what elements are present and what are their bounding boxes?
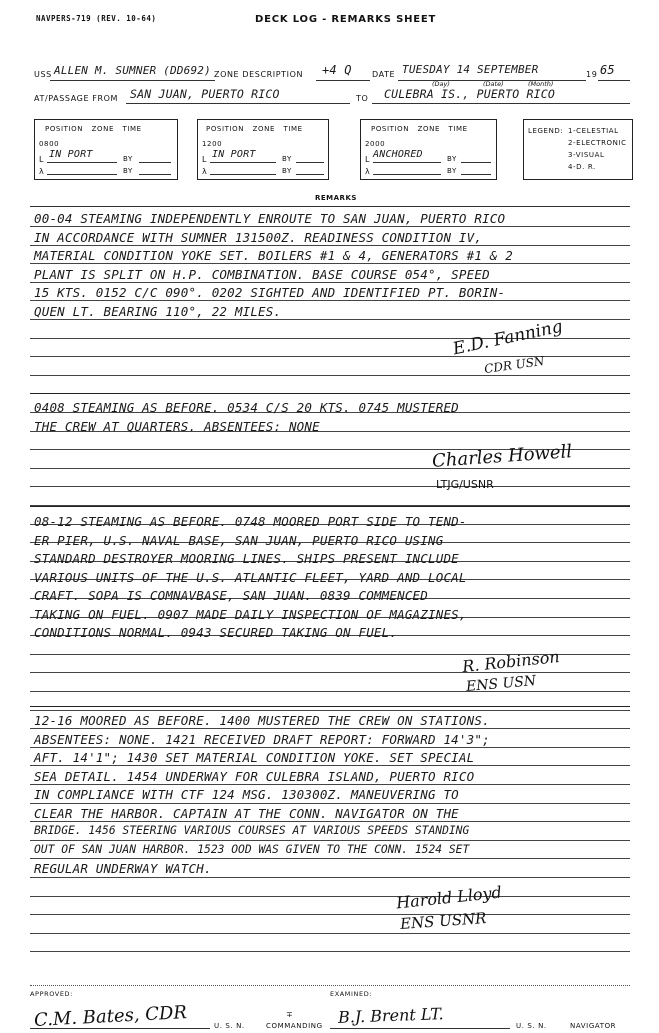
latitude-value: IN PORT <box>49 149 93 160</box>
navigator-label: NAVIGATOR <box>570 1022 617 1030</box>
longitude-prefix: λ <box>39 167 45 176</box>
by-label: BY <box>123 167 133 175</box>
remark-line: BRIDGE. 1456 STEERING VARIOUS COURSES AT VARIOUS SPEEDS STANDING <box>34 824 470 837</box>
ruled-line <box>30 933 630 934</box>
latitude-prefix: L <box>202 155 208 164</box>
examined-signature: B.J. Brent LT. <box>337 1004 444 1027</box>
ruled-line <box>30 914 630 915</box>
remark-line: IN COMPLIANCE WITH CTF 124 MSG. 130300Z. MANEUVERING TO <box>34 787 459 802</box>
commanding-label: COMMANDING <box>266 1022 323 1030</box>
date-caption: (Date) <box>483 80 504 88</box>
position-box-0800 <box>34 119 178 180</box>
by-label: BY <box>282 155 292 163</box>
date-label: DATE <box>372 70 396 79</box>
by-label: BY <box>123 155 133 163</box>
by-label: BY <box>447 167 457 175</box>
remark-line: IN ACCORDANCE WITH SUMNER 131500Z. READINESS CONDITION IV, <box>34 230 483 245</box>
legend-item: 2-ELECTRONIC <box>568 139 627 147</box>
remark-line: STANDARD DESTROYER MOORING LINES. SHIPS PRESENT INCLUDE <box>34 551 459 566</box>
remark-line: ER PIER, U.S. NAVAL BASE, SAN JUAN, PUERTO RICO USING <box>34 533 444 548</box>
ruled-line <box>30 710 630 711</box>
remark-line: AFT. 14'1"; 1430 SET MATERIAL CONDITION YOKE. SET SPECIAL <box>34 750 475 765</box>
to-label: TO <box>356 94 369 103</box>
ruled-line <box>30 728 630 729</box>
remark-line: CRAFT. SOPA IS COMNAVBASE, SAN JUAN. 0839 COMMENCED <box>34 588 429 603</box>
officer-title: CDR USN <box>483 353 546 377</box>
remark-line: SEA DETAIL. 1454 UNDERWAY FOR CULEBRA ISLAND, PUERTO RICO <box>34 769 475 784</box>
ship-prefix-label: USS <box>34 70 52 79</box>
passage-label: AT/PASSAGE FROM <box>34 94 119 103</box>
ruled-line <box>30 840 630 841</box>
officer-title: ENS USNR <box>399 909 487 933</box>
position-header: POSITION ZONE TIME <box>45 125 142 133</box>
ruled-line <box>30 821 630 822</box>
watch-separator <box>30 506 630 507</box>
ruled-line <box>30 784 630 785</box>
ruled-line <box>30 226 630 227</box>
remark-line: ABSENTEES: NONE. 1421 RECEIVED DRAFT REPORT: FORWARD 14'3"; <box>34 732 490 747</box>
latitude-prefix: L <box>365 155 371 164</box>
longitude-prefix: λ <box>365 167 371 176</box>
page-title: DECK LOG - REMARKS SHEET <box>255 14 437 25</box>
watch-separator <box>30 393 630 394</box>
remark-line: CONDITIONS NORMAL. 0943 SECURED TAKING ON FUEL. <box>34 625 398 640</box>
usn-label-left: U. S. N. <box>214 1022 245 1030</box>
position-time: 0800 <box>39 140 60 148</box>
ruled-line <box>30 691 630 692</box>
remark-line: QUEN LT. BEARING 110°, 22 MILES. <box>34 304 282 319</box>
ruled-line <box>30 263 630 264</box>
ruled-line <box>30 747 630 748</box>
legend-item: 1-CELESTIAL <box>568 127 619 135</box>
longitude-prefix: λ <box>202 167 208 176</box>
passage-to: CULEBRA IS., PUERTO RICO <box>384 87 555 101</box>
form-number: NAVPERS-719 (REV. 10-64) <box>36 14 157 23</box>
ship-name: ALLEN M. SUMNER (DD692) <box>54 64 211 77</box>
legend-box <box>523 119 633 180</box>
date-value: TUESDAY 14 SEPTEMBER <box>402 63 539 76</box>
remarks-top-rule <box>30 206 630 207</box>
remark-line: VARIOUS UNITS OF THE U.S. ATLANTIC FLEET, YARD AND LOCAL <box>34 570 467 585</box>
examined-label: EXAMINED: <box>330 990 373 998</box>
legend-item: 3-VISUAL <box>568 151 605 159</box>
position-header: POSITION ZONE TIME <box>206 125 303 133</box>
remark-line: 0408 STEAMING AS BEFORE. 0534 C/S 20 KTS. 0745 MUSTERED <box>34 400 459 415</box>
remark-line: 00-04 STEAMING INDEPENDENTLY ENROUTE TO SAN JUAN, PUERTO RICO <box>34 211 506 226</box>
position-header: POSITION ZONE TIME <box>371 125 468 133</box>
remarks-label: REMARKS <box>315 194 357 202</box>
approved-label: APPROVED: <box>30 990 73 998</box>
remark-line: CLEAR THE HARBOR. CAPTAIN AT THE CONN. NAVIGATOR ON THE <box>34 806 459 821</box>
remark-line: 15 KTS. 0152 C/C 090°. 0202 SIGHTED AND IDENTIFIED PT. BORIN- <box>34 285 506 300</box>
remark-line: 12-16 MOORED AS BEFORE. 1400 MUSTERED THE CREW ON STATIONS. <box>34 713 490 728</box>
ruled-line <box>30 375 630 376</box>
remark-line: OUT OF SAN JUAN HARBOR. 1523 OOD WAS GIVEN TO THE CONN. 1524 SET <box>34 843 470 856</box>
usn-label-right: U. S. N. <box>516 1022 547 1030</box>
position-box-2000 <box>360 119 497 180</box>
officer-signature: Charles Howell <box>431 441 573 472</box>
remark-line: PLANT IS SPLIT ON H.P. COMBINATION. BASE COURSE 054°, SPEED <box>34 267 490 282</box>
position-time: 2000 <box>365 140 386 148</box>
position-time: 1200 <box>202 140 223 148</box>
position-box-1200 <box>197 119 329 180</box>
watch-separator <box>30 706 630 707</box>
ruled-line <box>30 282 630 283</box>
ruled-line <box>30 803 630 804</box>
ruled-line <box>30 245 630 246</box>
ruled-line <box>30 858 630 859</box>
day-caption: (Day) <box>432 80 450 88</box>
ruled-line <box>30 896 630 897</box>
latitude-value: ANCHORED <box>373 149 423 160</box>
ruled-line <box>30 765 630 766</box>
ruled-line <box>30 300 630 301</box>
commanding-marker: ∓ <box>286 1010 293 1019</box>
remark-line: REGULAR UNDERWAY WATCH. <box>34 861 212 876</box>
remark-line: THE CREW AT QUARTERS. ABSENTEES: NONE <box>34 419 320 434</box>
latitude-value: IN PORT <box>212 149 256 160</box>
officer-signature: Harold Lloyd <box>395 882 503 913</box>
ruled-line <box>30 672 630 673</box>
ruled-line <box>30 877 630 878</box>
approved-signature: C.M. Bates, CDR <box>33 1002 188 1031</box>
officer-signature: R. Robinson <box>461 646 561 677</box>
year-prefix: 19 <box>586 70 598 79</box>
ruled-line <box>30 468 630 469</box>
remark-line: TAKING ON FUEL. 0907 MADE DAILY INSPECTION OF MAGAZINES, <box>34 607 467 622</box>
legend-title: LEGEND: <box>528 127 564 135</box>
officer-title: LTJG/USNR <box>436 478 494 491</box>
remark-line: 08-12 STEAMING AS BEFORE. 0748 MOORED PORT SIDE TO TEND- <box>34 514 467 529</box>
zone-value: +4 Q <box>322 63 352 77</box>
zone-label: ZONE DESCRIPTION <box>214 70 304 79</box>
year-value: 65 <box>600 63 615 77</box>
ruled-line <box>30 486 630 487</box>
legend-item: 4-D. R. <box>568 163 596 171</box>
officer-signature: E.D. Fanning <box>451 316 565 360</box>
month-caption: (Month) <box>528 80 554 88</box>
passage-from: SAN JUAN, PUERTO RICO <box>130 87 280 101</box>
ruled-line <box>30 951 630 952</box>
latitude-prefix: L <box>39 155 45 164</box>
remark-line: MATERIAL CONDITION YOKE SET. BOILERS #1 & 4, GENERATORS #1 & 2 <box>34 248 513 263</box>
by-label: BY <box>447 155 457 163</box>
by-label: BY <box>282 167 292 175</box>
officer-title: ENS USN <box>465 672 537 696</box>
